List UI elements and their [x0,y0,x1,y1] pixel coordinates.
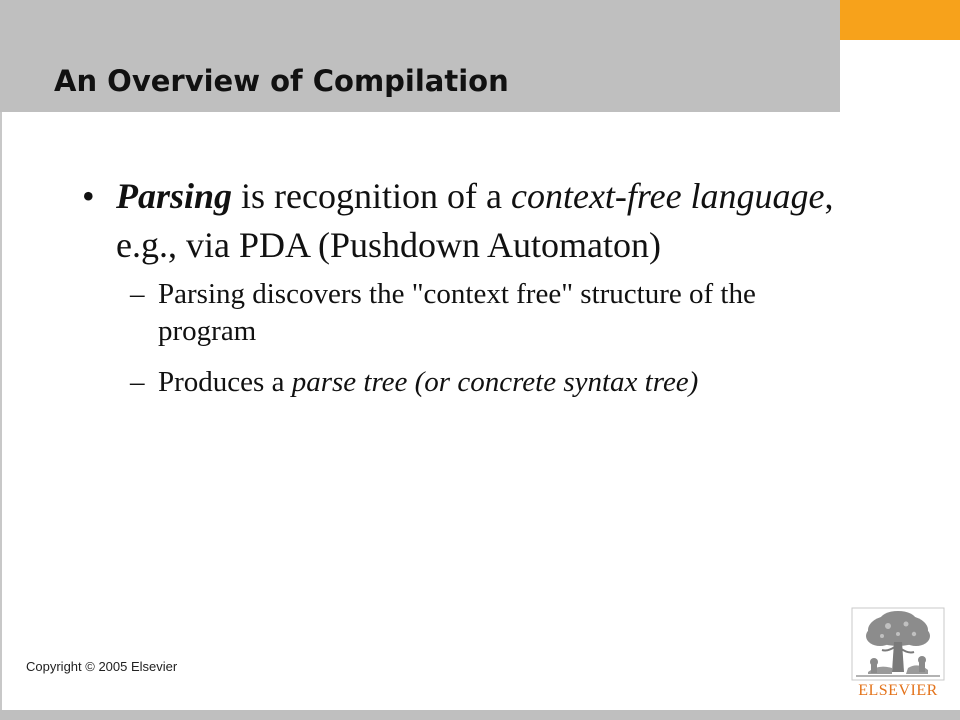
term-context-free-language: context-free language [510,176,825,216]
term-parse-tree: parse tree (or concrete syntax tree) [291,366,699,398]
bullet-text-b: , e.g., via PDA (Pushdown Automaton) [116,176,834,265]
term-parsing: Parsing [116,176,233,216]
sub-bullet-structure [82,276,842,350]
accent-block [840,0,960,40]
sub-bullet-marker: – [130,366,145,398]
elsevier-tree-logo-icon [848,606,948,682]
bullet-marker: • [82,176,95,216]
elsevier-logo [848,606,948,706]
sub-bullet-marker: – [130,278,145,310]
sub-bullet-text: Produces a [158,366,292,398]
slide-title: An Overview of Compilation [54,64,509,98]
slide-body [82,172,842,415]
sub-bullet-text: Parsing discovers the "context free" structure of the program [158,278,756,347]
bottom-bar [0,710,960,720]
copyright-text: Copyright © 2005 Elsevier [26,659,178,674]
sub-bullet-parse-tree [82,364,842,401]
elsevier-logo-text: ELSEVIER [858,682,938,699]
left-rule [0,112,2,712]
bullet-parsing [82,172,842,270]
bullet-text-a: is recognition of a [232,176,511,216]
